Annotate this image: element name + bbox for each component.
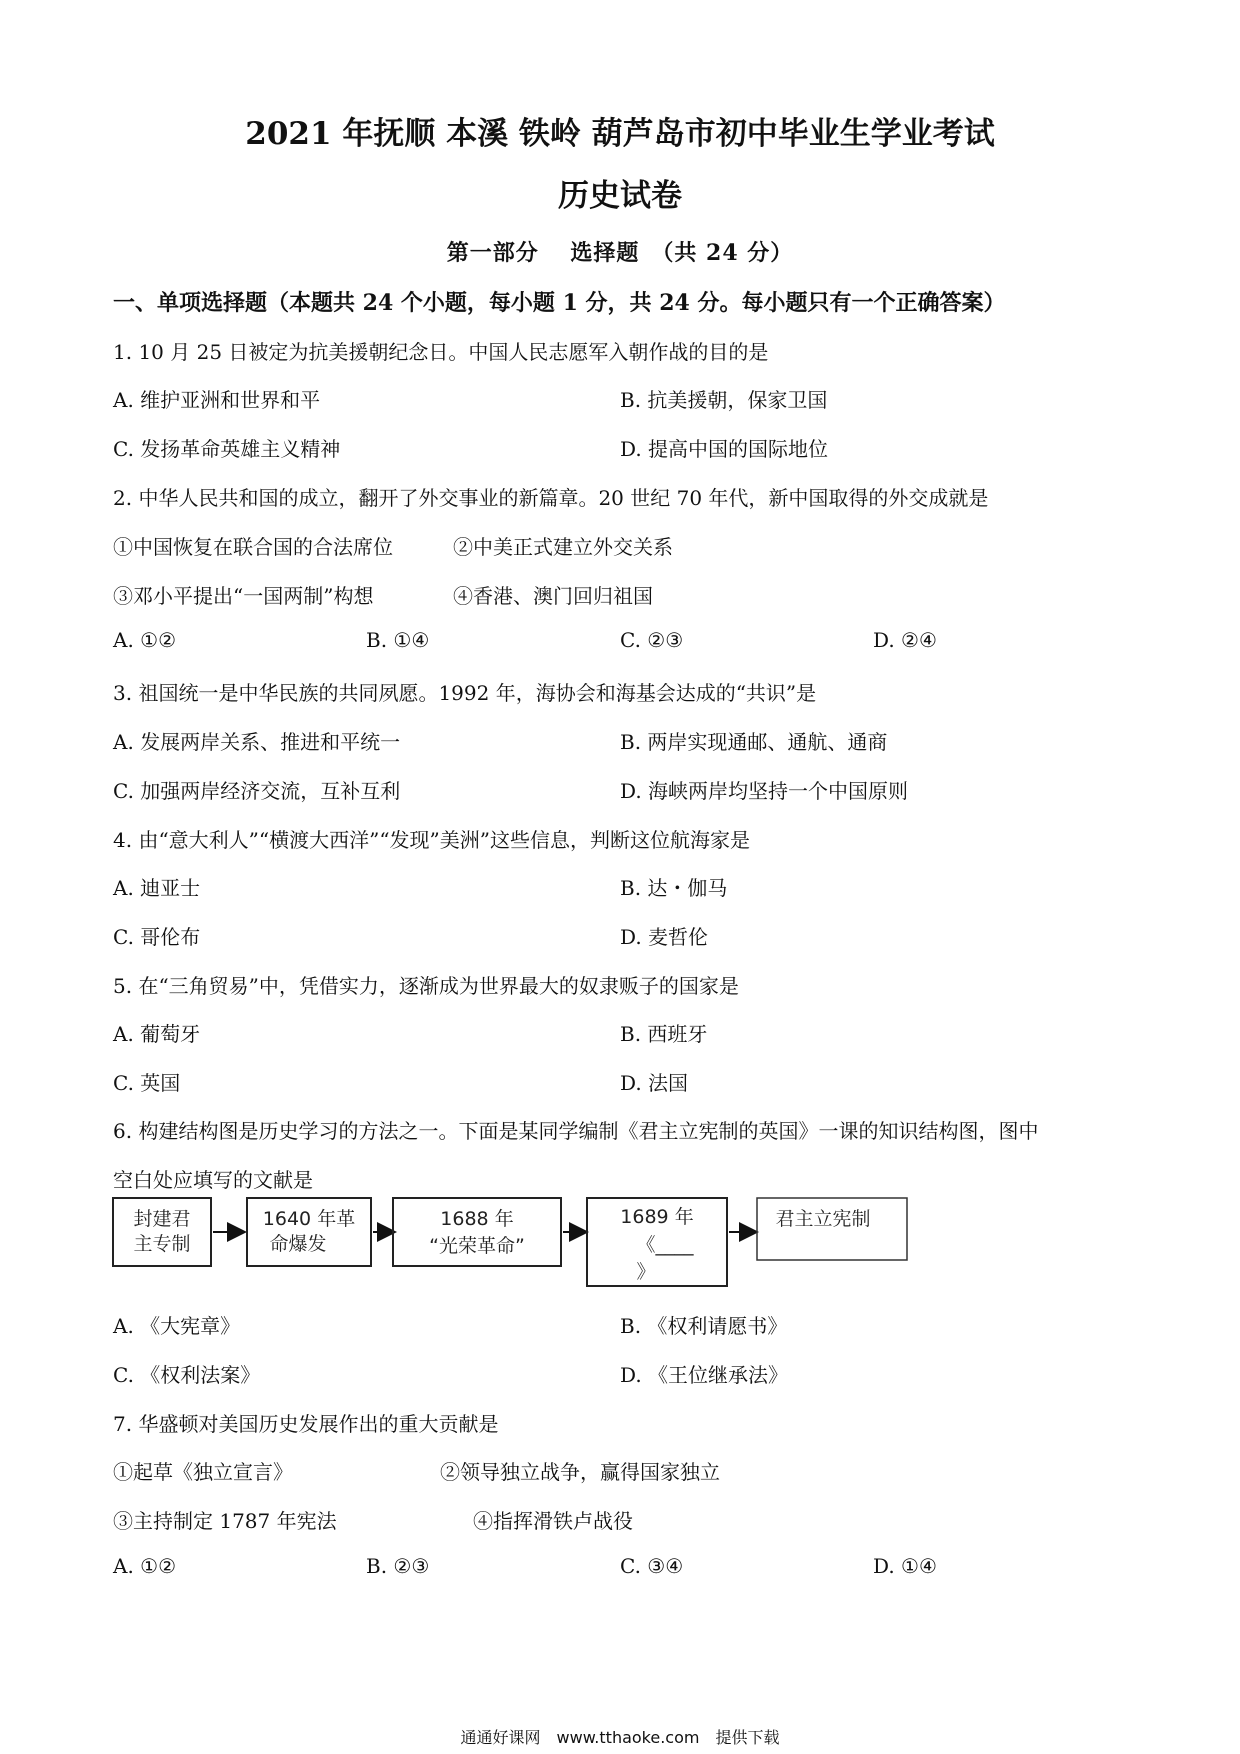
q3-option-c: C. 加强两岸经济交流，互补互利 [113, 779, 401, 803]
q3-option-a: A. 发展两岸关系、推进和平统一 [113, 730, 401, 754]
q3-option-b: B. 两岸实现通邮、通航、通商 [620, 730, 888, 754]
q4-option-a: A. 迪亚士 [113, 876, 201, 900]
q7-statement-4: ④指挥滑铁卢战役 [473, 1509, 633, 1533]
q6-option-a: A. 《大宪章》 [113, 1314, 241, 1338]
q7-option-d: D. ①④ [873, 1554, 937, 1578]
q7-option-a: A. ①② [113, 1554, 177, 1578]
q6-stem-line1: 6. 构建结构图是历史学习的方法之一。下面是某同学编制《君主立宪制的英国》一课的知识结构图，图中 [113, 1119, 1039, 1143]
flow-box4-line2: 《____ [636, 1234, 694, 1256]
q6-stem-line2: 空白处应填写的文献是 [113, 1168, 313, 1192]
q3-option-d: D. 海峡两岸均坚持一个中国原则 [620, 779, 909, 803]
q4-option-d: D. 麦哲伦 [620, 925, 709, 949]
q2-stem: 2. 中华人民共和国的成立，翻开了外交事业的新篇章。20 世纪 70 年代，新中国取得的外交成就是 [113, 486, 989, 510]
q4-stem: 4. 由“意大利人”“横渡大西洋”“发现”美洲”这些信息，判断这位航海家是 [113, 828, 751, 852]
q1-option-d: D. 提高中国的国际地位 [620, 437, 829, 461]
flow-box5-label: 君主立宪制 [775, 1208, 871, 1230]
q5-option-d: D. 法国 [620, 1071, 689, 1095]
q4-option-c: C. 哥伦布 [113, 925, 201, 949]
q2-option-d: D. ②④ [873, 628, 937, 652]
q1-option-a: A. 维护亚洲和世界和平 [113, 388, 321, 412]
flow-box2-line1: 1640 年革 [262, 1208, 356, 1230]
flow-box1-line1: 封建君 [133, 1208, 191, 1230]
q2-option-a: A. ①② [113, 628, 177, 652]
q6-option-b: B. 《权利请愿书》 [620, 1314, 788, 1338]
q5-option-b: B. 西班牙 [620, 1022, 708, 1046]
flow-box3-line2: “光荣革命” [429, 1235, 525, 1257]
section-heading: 一、单项选择题（本题共 24 个小题，每小题 1 分，共 24 分。每小题只有一个正确答案） [113, 290, 1006, 316]
q5-stem: 5. 在“三角贸易”中，凭借实力，逐渐成为世界最大的奴隶贩子的国家是 [113, 974, 739, 998]
q6-option-c: C. 《权利法案》 [113, 1363, 261, 1387]
exam-subtitle: 历史试卷 [558, 178, 682, 214]
q1-option-b: B. 抗美援朝，保家卫国 [620, 388, 828, 412]
part-heading: 第一部分 选择题 （共 24 分） [446, 240, 794, 266]
q2-statement-4: ④香港、澳门回归祖国 [453, 584, 653, 608]
q2-option-b: B. ①④ [366, 628, 430, 652]
q2-statement-1: ①中国恢复在联合国的合法席位 [113, 535, 393, 559]
flow-box1-line2: 主专制 [133, 1233, 191, 1255]
q3-stem: 3. 祖国统一是中华民族的共同夙愿。1992 年，海协会和海基会达成的“共识”是 [113, 681, 817, 705]
q2-statement-2: ②中美正式建立外交关系 [453, 535, 673, 559]
q7-option-c: C. ③④ [620, 1554, 684, 1578]
q6-option-d: D. 《王位继承法》 [620, 1363, 789, 1387]
q7-stem: 7. 华盛顿对美国历史发展作出的重大贡献是 [113, 1412, 499, 1436]
q2-statement-3: ③邓小平提出“一国两制”构想 [113, 584, 374, 608]
flow-box4-line1: 1689 年 [620, 1206, 694, 1228]
footer-download-note: 通通好课网 www.tthaoke.com 提供下载 [460, 1728, 780, 1747]
structure-diagram [110, 1196, 910, 1296]
q7-statement-2: ②领导独立战争，赢得国家独立 [440, 1460, 720, 1484]
exam-title: 2021 年抚顺 本溪 铁岭 葫芦岛市初中毕业生学业考试 [245, 116, 995, 152]
q7-statement-1: ①起草《独立宣言》 [113, 1460, 293, 1484]
flow-box4-line3: 》 [636, 1261, 656, 1283]
q1-option-c: C. 发扬革命英雄主义精神 [113, 437, 341, 461]
q1-stem: 1. 10 月 25 日被定为抗美援朝纪念日。中国人民志愿军入朝作战的目的是 [113, 340, 769, 364]
q4-option-b: B. 达・伽马 [620, 876, 728, 900]
q7-statement-3: ③主持制定 1787 年宪法 [113, 1509, 337, 1533]
q2-option-c: C. ②③ [620, 628, 684, 652]
q7-option-b: B. ②③ [366, 1554, 430, 1578]
flow-box3-line1: 1688 年 [440, 1208, 514, 1230]
flow-box2-line2: 命爆发 [269, 1233, 327, 1255]
q5-option-a: A. 葡萄牙 [113, 1022, 201, 1046]
q5-option-c: C. 英国 [113, 1071, 181, 1095]
